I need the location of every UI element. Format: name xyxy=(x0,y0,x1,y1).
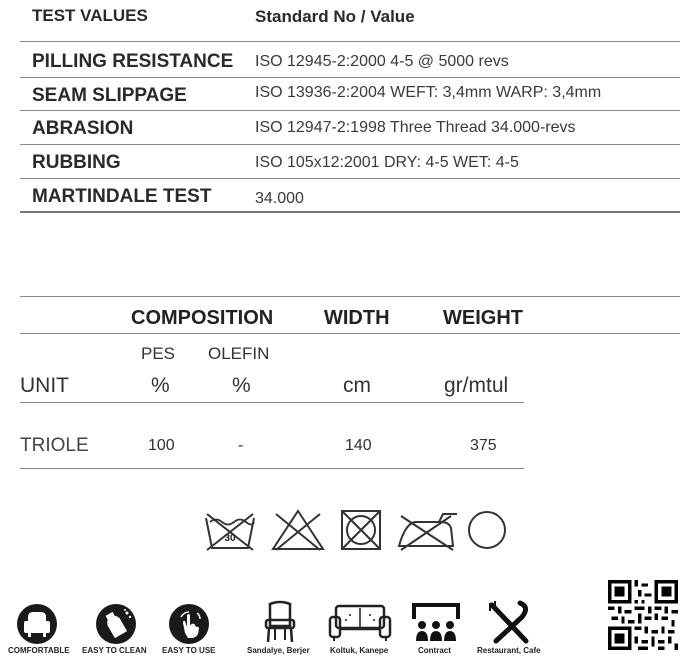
col-width: WIDTH xyxy=(324,307,390,329)
sub-pes: PES xyxy=(141,344,176,363)
feature-label-contract: Contract xyxy=(418,646,451,655)
header-divider xyxy=(20,41,680,42)
row-divider xyxy=(20,110,680,111)
unit-label: UNIT xyxy=(20,374,69,397)
armchair-icon xyxy=(16,603,58,650)
test-values-header: TEST VALUES xyxy=(32,6,148,25)
audience-icon xyxy=(410,601,462,648)
unit-weight: gr/mtul xyxy=(444,374,509,397)
col-weight: WEIGHT xyxy=(443,307,523,329)
table-bottom-divider xyxy=(20,211,680,213)
test-value-seam: ISO 13936-2:2004 WEFT: 3,4mm WARP: 3,4mm xyxy=(255,84,602,101)
test-value-rubbing: ISO 105x12:2001 DRY: 4-5 WET: 4-5 xyxy=(255,154,519,171)
test-name-seam: SEAM SLIPPAGE xyxy=(32,85,187,106)
row-divider xyxy=(20,178,680,179)
feature-label-easy-to-use: EASY TO USE xyxy=(162,646,216,655)
spec-bottom-divider xyxy=(20,468,524,469)
feature-label-sofa: Koltuk, Kanepe xyxy=(330,646,389,655)
test-name-rubbing: RUBBING xyxy=(32,152,121,173)
dry-clean-icon xyxy=(466,509,508,551)
feature-label-easy-to-clean: EASY TO CLEAN xyxy=(82,646,147,655)
no-tumble-dry-icon xyxy=(339,508,383,552)
test-value-abrasion: ISO 12947-2:1998 Three Thread 34.000-revs xyxy=(255,119,576,136)
spec-header-divider xyxy=(20,333,680,334)
test-name-abrasion: ABRASION xyxy=(32,118,134,139)
row-divider xyxy=(20,144,680,145)
col-composition: COMPOSITION xyxy=(131,307,274,329)
feature-label-chair: Sandalye, Berjer xyxy=(247,646,310,655)
feature-label-restaurant: Restaurant, Cafe xyxy=(477,646,541,655)
test-name-pilling: PILLING RESISTANCE xyxy=(32,51,234,72)
chair-icon xyxy=(262,600,298,649)
unit-pes: % xyxy=(151,374,170,397)
sofa-icon xyxy=(328,603,392,648)
row-olefin: - xyxy=(238,437,244,454)
wash-30-crossed-icon xyxy=(203,510,257,552)
test-value-martindale: 34.000 xyxy=(255,190,304,207)
fork-knife-icon xyxy=(486,599,532,650)
spec-top-divider xyxy=(20,296,680,297)
sub-olefin: OLEFIN xyxy=(208,344,270,363)
row-name-triole: TRIOLE xyxy=(20,435,89,456)
row-pes: 100 xyxy=(148,437,175,454)
standard-header: Standard No / Value xyxy=(255,7,415,26)
unit-width: cm xyxy=(343,374,371,397)
row-weight: 375 xyxy=(470,437,497,454)
row-divider xyxy=(20,77,680,78)
spray-bottle-icon xyxy=(95,603,137,650)
unit-divider xyxy=(20,402,524,403)
hand-touch-icon xyxy=(168,603,210,650)
row-width: 140 xyxy=(345,437,372,454)
feature-label-comfortable: COMFORTABLE xyxy=(8,646,70,655)
test-name-martindale: MARTINDALE TEST xyxy=(32,186,212,207)
no-bleach-icon xyxy=(270,508,326,552)
unit-olefin: % xyxy=(232,374,251,397)
qr-code[interactable] xyxy=(608,580,678,655)
svg-text:30: 30 xyxy=(224,533,236,544)
test-value-pilling: ISO 12945-2:2000 4-5 @ 5000 revs xyxy=(255,53,509,70)
no-iron-icon xyxy=(395,510,459,552)
